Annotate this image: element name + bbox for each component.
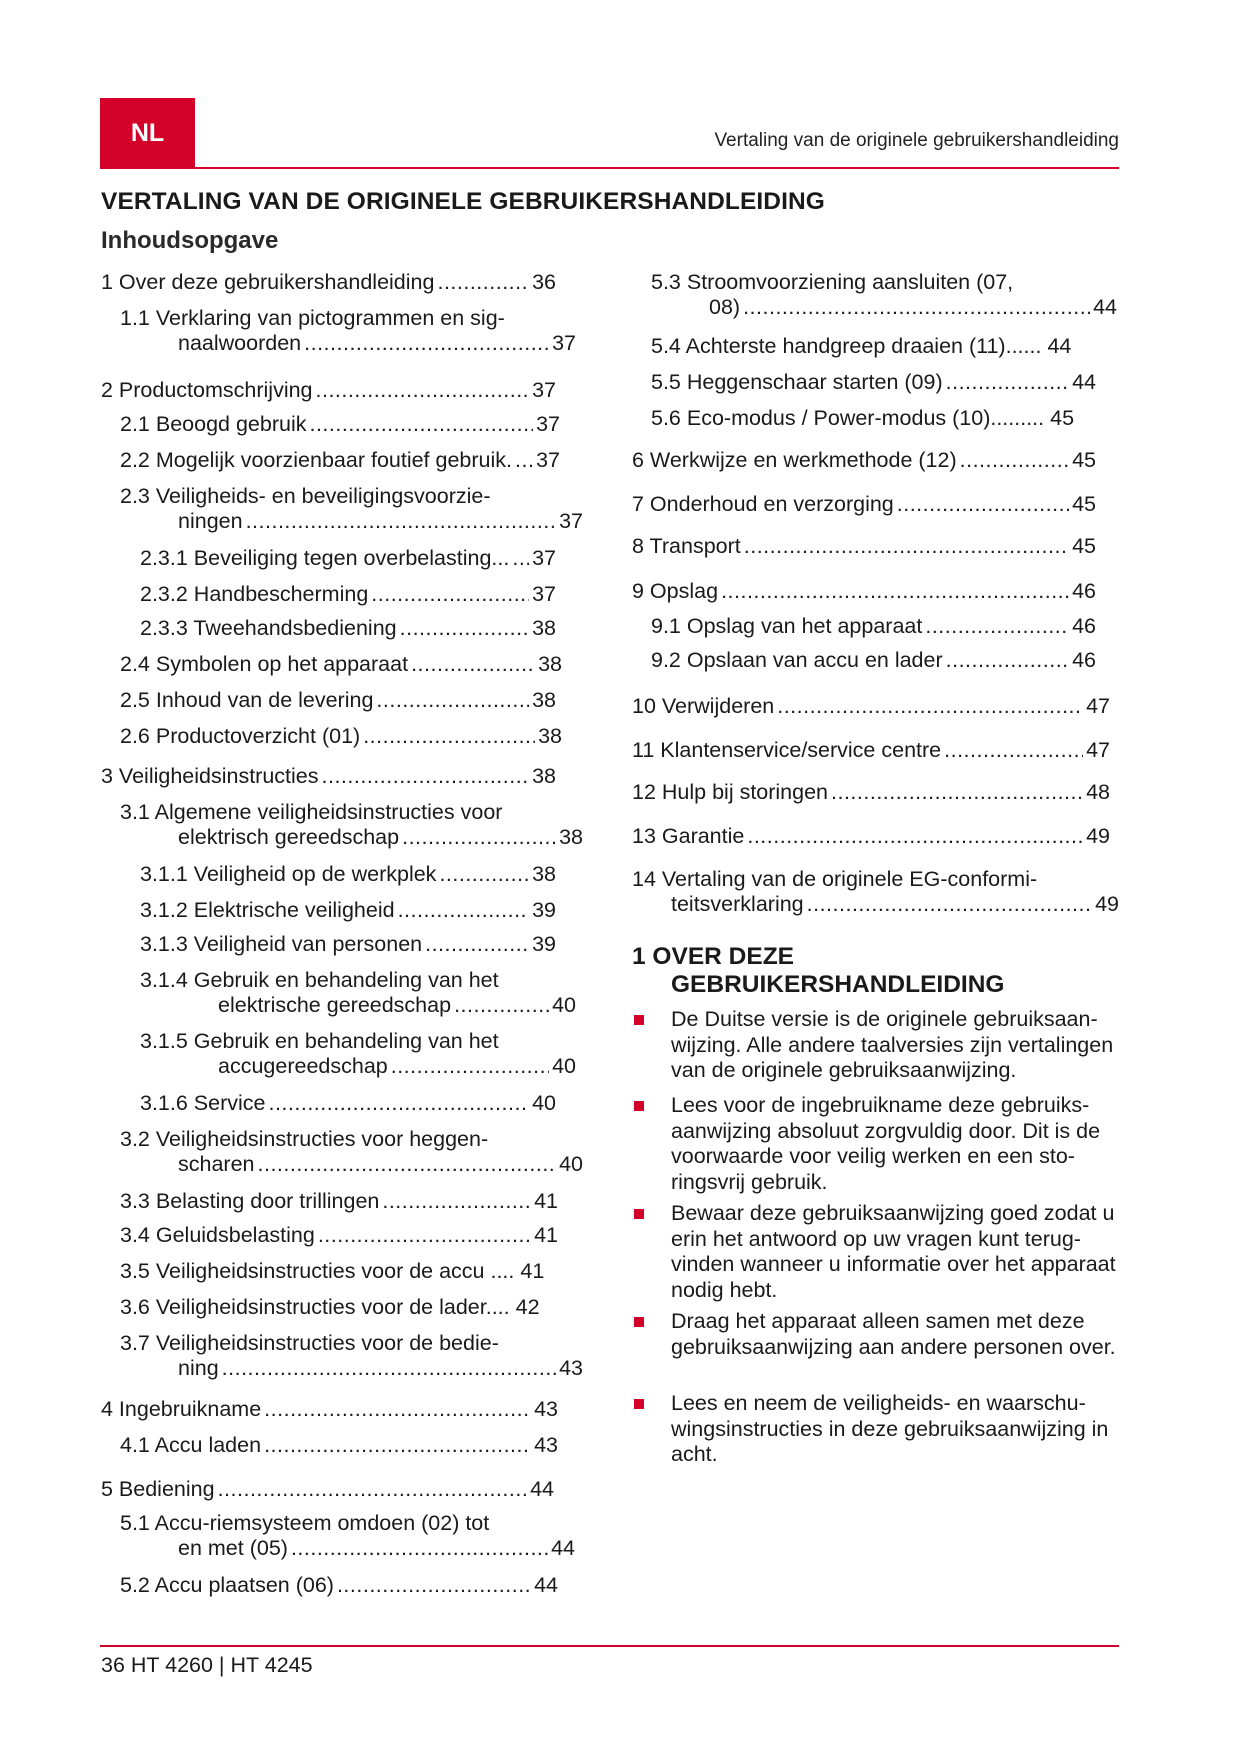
toc-entry[interactable] [120,724,562,749]
toc-entry-text: 2.1 Beoogd gebruik [120,412,307,436]
footer-divider [100,1645,1119,1647]
toc-entry-text: 2.6 Productoverzicht (01) [120,724,361,748]
toc-entry[interactable] [101,378,556,403]
toc-entry[interactable] [632,579,1096,604]
toc-page-number: 45 [1050,406,1075,430]
bullet-marker-icon [634,1101,644,1111]
toc-page-number: 45 [1072,448,1096,472]
toc-entry-text: 2.3.1 Beveiliging tegen overbelasting... [140,546,510,570]
toc-page-number: 37 [536,412,560,436]
toc-entry[interactable] [140,898,556,923]
toc-page-number: 40 [532,1091,556,1115]
bullet-item [632,1309,1120,1360]
toc-entry-text: 5.2 Accu plaatsen (06) [120,1573,334,1597]
bullet-text: Draag het apparaat alleen samen met deze gebruiksaanwijzing aan andere personen over. [671,1309,1116,1359]
toc-entry[interactable] [101,764,556,789]
toc-entry-text: 3.4 Geluidsbelasting [120,1223,315,1247]
toc-page-number: 44 [551,1536,575,1560]
toc-page-number: 43 [559,1356,583,1380]
bullet-text: De Duitse versie is de originele gebruiksaanwijzing. Alle andere taalversies zijn vertalingen van de originele gebruiksaanwijzing. [671,1007,1114,1082]
toc-entry-text: 5.4 Achterste handgreep draaien (11)...... [651,334,1042,358]
toc-entry[interactable] [632,867,1119,917]
toc-entry-text: 2.3.2 Handbescherming [140,582,369,606]
toc-entry[interactable] [120,1433,558,1458]
toc-entry[interactable] [120,1189,558,1214]
toc-page-number: 45 [1072,534,1096,558]
bullet-marker-icon [634,1399,644,1409]
toc-page-number: 46 [1072,579,1096,603]
bullet-marker-icon [634,1317,644,1327]
running-header-title: Vertaling van de originele gebruikershandleiding [714,130,1119,151]
toc-page-number: 49 [1086,824,1110,848]
toc-entry[interactable] [140,546,556,571]
toc-entry-text: 2 Productomschrijving [101,378,313,402]
toc-page-number: 41 [534,1223,558,1247]
toc-entry[interactable] [120,800,583,850]
bullet-item [632,1201,1120,1303]
toc-page-number: 46 [1072,614,1096,638]
toc-entry[interactable] [651,270,1117,320]
toc-entry[interactable] [632,492,1096,517]
toc-entry-text: 3.7 Veiligheidsinstructies voor de bedie- [120,1331,499,1355]
toc-entry-text: 11 Klantenservice/service centre [632,738,942,762]
toc-entry-text: 3.1.1 Veiligheid op de werkplek [140,862,437,886]
toc-entry[interactable] [651,614,1096,639]
toc-entry-text: accugereedschap [218,1054,388,1078]
toc-page-number: 38 [532,616,556,640]
toc-entry-text: 3.3 Belasting door trillingen [120,1189,380,1213]
toc-page-number: 37 [536,448,560,472]
toc-entry[interactable] [632,448,1096,473]
toc-page-number: 49 [1095,892,1119,916]
toc-entry-text: 3 Veiligheidsinstructies [101,764,319,788]
toc-page-number: 38 [532,862,556,886]
toc-entry[interactable] [651,334,1097,359]
toc-entry-text: elektrisch gereedschap [178,825,400,849]
toc-page-number: 44 [1072,370,1096,394]
toc-entry-text: ningen [178,509,243,533]
bullet-text: Bewaar deze gebruiksaanwijzing goed zodat u erin het antwoord op uw vragen kunt terugvinden wanneer u informatie over het apparaat nodig hebt. [671,1201,1116,1302]
toc-entry[interactable] [101,1397,558,1422]
toc-entry-text: 3.5 Veiligheidsinstructies voor de accu .... [120,1259,515,1283]
toc-entry-text: 08) [709,295,741,319]
toc-entry-text: 2.4 Symbolen op het apparaat [120,652,409,676]
section-heading-line: 1 OVER DEZE [632,943,795,970]
page-footer: 36 HT 4260 | HT 4245 [101,1653,313,1677]
toc-page-number: 38 [559,825,583,849]
toc-entry-text: teitsverklaring [671,892,804,916]
toc-page-number: 43 [534,1433,558,1457]
toc-entry[interactable] [120,688,556,713]
toc-entry-text: 14 Vertaling van de originele EG-conformi- [632,867,1038,891]
toc-entry[interactable] [120,484,583,534]
toc-entry[interactable] [632,824,1110,849]
toc-entry-text: 9.2 Opslaan van accu en lader [651,648,943,672]
toc-page-number: 42 [515,1295,540,1319]
toc-entry[interactable] [140,968,576,1018]
toc-entry-text: ning [178,1356,219,1380]
document-title: VERTALING VAN DE ORIGINELE GEBRUIKERSHANDLEIDING [101,188,825,215]
toc-page-number: 44 [530,1477,554,1501]
toc-page-number: 40 [559,1152,583,1176]
toc-entry-text: 3.2 Veiligheidsinstructies voor heggen- [120,1127,489,1151]
bullet-item [632,1391,1120,1468]
toc-entry-text: 7 Onderhoud en verzorging [632,492,894,516]
toc-entry-text: 3.1.6 Service [140,1091,266,1115]
toc-entry-text: 5 Bediening [101,1477,215,1501]
toc-entry[interactable] [120,448,560,473]
toc-entry[interactable] [120,306,576,356]
toc-entry[interactable] [140,1091,556,1116]
toc-page-number: 36 [532,270,556,294]
toc-page-number: 38 [532,764,556,788]
toc-entry-text: 3.1 Algemene veiligheidsinstructies voor [120,800,503,824]
toc-entry-text: 2.3 Veiligheids- en beveiligingsvoorzie- [120,484,491,508]
toc-entry-text: 9.1 Opslag van het apparaat [651,614,923,638]
toc-entry[interactable] [120,1573,558,1598]
toc-entry[interactable] [632,780,1110,805]
toc-entry-text: 13 Garantie [632,824,745,848]
toc-entry[interactable] [651,370,1096,395]
toc-entry-text: en met (05) [178,1536,288,1560]
toc-entry-text: 5.3 Stroomvoorziening aansluiten (07, [651,270,1014,294]
toc-entry-text: 1.1 Verklaring van pictogrammen en sig- [120,306,505,330]
toc-entry[interactable] [120,412,560,437]
toc-page-number: 37 [552,331,576,355]
bullet-item [632,1007,1120,1084]
toc-entry[interactable] [120,1259,562,1284]
toc-page-number: 38 [538,652,562,676]
bullet-marker-icon [634,1209,644,1219]
toc-page-number: 47 [1086,738,1110,762]
toc-entry-text: 3.1.2 Elektrische veiligheid [140,898,395,922]
section-heading-line: GEBRUIKERSHANDLEIDING [671,971,1005,998]
toc-entry-text: 3.1.4 Gebruik en behandeling van het [140,968,499,992]
bullet-text: Lees en neem de veiligheids- en waarschuwingsinstructies in deze gebruiksaanwijzing in acht. [671,1391,1109,1466]
toc-entry-text: 10 Verwijderen [632,694,775,718]
bullet-item [632,1093,1120,1195]
toc-page-number: 41 [534,1189,558,1213]
toc-heading: Inhoudsopgave [101,227,279,254]
toc-page-number: 48 [1086,780,1110,804]
toc-entry[interactable] [140,1029,576,1079]
section-heading [632,943,1005,999]
toc-page-number: 38 [532,688,556,712]
toc-entry-text: 4 Ingebruikname [101,1397,262,1421]
toc-page-number: 37 [532,546,556,570]
toc-entry-text: 6 Werkwijze en werkmethode (12) [632,448,957,472]
toc-page-number: 46 [1072,648,1096,672]
toc-entry[interactable] [120,1295,562,1320]
toc-page-number: 39 [532,932,556,956]
toc-entry[interactable] [120,1127,583,1177]
toc-entry-text: 3.1.3 Veiligheid van personen [140,932,423,956]
toc-page-number: 37 [532,582,556,606]
language-badge: NL [100,98,195,168]
toc-entry-text: 2.5 Inhoud van de levering [120,688,374,712]
toc-entry-text: 2.2 Mogelijk voorzienbaar foutief gebruik. [120,448,512,472]
toc-entry[interactable] [120,1511,575,1561]
toc-entry-text: scharen [178,1152,255,1176]
toc-page-number: 40 [552,993,576,1017]
toc-entry-text: 12 Hulp bij storingen [632,780,829,804]
toc-page-number: 37 [559,509,583,533]
bullet-marker-icon [634,1015,644,1025]
toc-entry-text: 5.5 Heggenschaar starten (09) [651,370,943,394]
header-divider [100,167,1119,169]
toc-entry-text: 8 Transport [632,534,741,558]
toc-entry[interactable] [140,582,556,607]
toc-page-number: 44 [1047,334,1072,358]
bullet-text: Lees voor de ingebruikname deze gebruiksaanwijzing absoluut zorgvuldig door. Dit is de voorwaarde voor veilig werken en een storingsvrij gebruik. [671,1093,1101,1194]
toc-entry[interactable] [101,1477,554,1502]
toc-entry[interactable] [651,648,1096,673]
toc-entry-text: 9 Opslag [632,579,719,603]
toc-entry-text: 3.1.5 Gebruik en behandeling van het [140,1029,499,1053]
toc-page-number: 47 [1086,694,1110,718]
toc-page-number: 39 [532,898,556,922]
toc-entry[interactable] [101,270,556,295]
toc-entry[interactable] [140,616,556,641]
toc-page-number: 40 [552,1054,576,1078]
toc-entry[interactable] [632,534,1096,559]
toc-entry-text: 3.6 Veiligheidsinstructies voor de lader.... [120,1295,510,1319]
toc-entry-text: 4.1 Accu laden [120,1433,262,1457]
toc-page-number: 41 [520,1259,545,1283]
toc-entry-text: 5.1 Accu-riemsysteem omdoen (02) tot [120,1511,490,1535]
toc-page-number: 45 [1072,492,1096,516]
toc-entry[interactable] [632,694,1110,719]
toc-page-number: 44 [534,1573,558,1597]
toc-page-number: 43 [534,1397,558,1421]
toc-entry-text: 2.3.3 Tweehandsbediening [140,616,397,640]
toc-entry[interactable] [140,862,556,887]
toc-entry-text: naalwoorden [178,331,302,355]
toc-entry[interactable] [632,738,1110,763]
toc-entry[interactable] [120,1223,558,1248]
toc-entry[interactable] [120,652,562,677]
toc-entry-text: 1 Over deze gebruikershandleiding [101,270,435,294]
toc-page-number: 44 [1093,295,1117,319]
toc-entry-text: 5.6 Eco-modus / Power-modus (10)......... [651,406,1045,430]
toc-entry[interactable] [651,406,1099,431]
toc-page-number: 37 [532,378,556,402]
toc-entry[interactable] [120,1331,583,1381]
toc-page-number: 38 [538,724,562,748]
toc-entry-text: elektrische gereedschap [218,993,452,1017]
toc-entry[interactable] [140,932,556,957]
